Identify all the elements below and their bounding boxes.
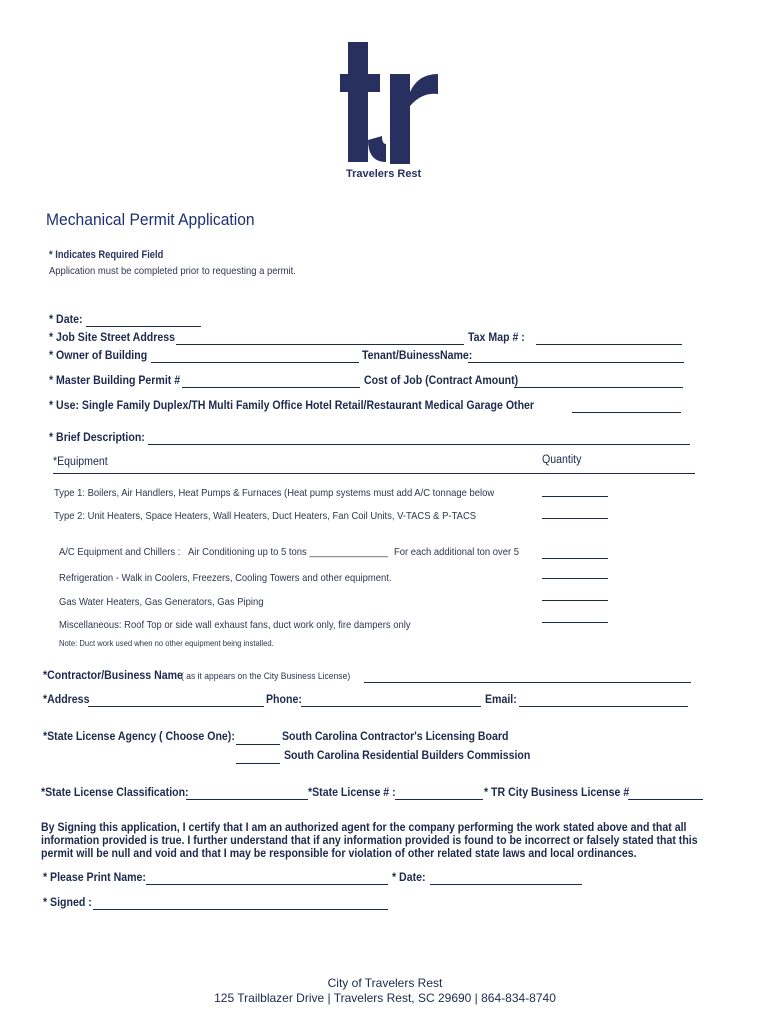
- print-name-field[interactable]: [146, 884, 388, 885]
- owner-field[interactable]: [151, 362, 359, 363]
- address-field[interactable]: [88, 706, 264, 707]
- gas-label: Gas Water Heaters, Gas Generators, Gas Piping: [59, 596, 264, 608]
- brief-description-label: * Brief Description:: [49, 432, 145, 444]
- board1-label: South Carolina Contractor's Licensing Board: [282, 731, 509, 743]
- ac-each-label: For each additional ton over 5: [394, 546, 520, 558]
- board1-checkbox[interactable]: [236, 744, 280, 745]
- type2-quantity[interactable]: [542, 518, 608, 519]
- misc-label: Miscellaneous: Roof Top or side wall exhaust fans, duct work only, fire dampers only: [59, 619, 411, 631]
- master-permit-field[interactable]: [182, 387, 360, 388]
- phone-label: Phone:: [266, 694, 302, 706]
- ac-label: A/C Equipment and Chillers :: [59, 546, 181, 558]
- classification-field[interactable]: [186, 799, 308, 800]
- misc-quantity[interactable]: [542, 622, 608, 623]
- master-permit-label: * Master Building Permit #: [49, 375, 181, 387]
- quantity-header: Quantity: [542, 454, 582, 466]
- gas-quantity[interactable]: [542, 600, 608, 601]
- type1-quantity[interactable]: [542, 496, 608, 497]
- license-no-field[interactable]: [395, 799, 483, 800]
- ac-quantity[interactable]: [542, 558, 608, 559]
- board2-checkbox[interactable]: [236, 763, 280, 764]
- signed-field[interactable]: [93, 909, 388, 910]
- logo-name: Travelers Rest: [346, 168, 422, 180]
- page-title: Mechanical Permit Application: [46, 210, 255, 229]
- equipment-header: *Equipment: [53, 456, 108, 468]
- cost-of-job-label: Cost of Job (Contract Amount): [364, 375, 519, 387]
- date-field[interactable]: [86, 326, 201, 327]
- tr-license-label: * TR City Business License #: [484, 787, 630, 799]
- cost-of-job-field[interactable]: [514, 387, 683, 388]
- ac-up-to-label: Air Conditioning up to 5 tons _______________: [188, 546, 389, 558]
- signed-label: * Signed :: [43, 897, 92, 909]
- required-note: * Indicates Required Field: [49, 249, 164, 261]
- refrigeration-label: Refrigeration - Walk in Coolers, Freezers, Cooling Towers and other equipment.: [59, 572, 392, 584]
- certification-line-2: information provided is true. I further understand that if any information provided is found to be incorrect or falsely stated that this: [41, 835, 698, 847]
- state-license-agency-label: *State License Agency ( Choose One):: [43, 731, 235, 743]
- owner-label: * Owner of Building: [49, 350, 148, 362]
- tax-map-field[interactable]: [536, 344, 682, 345]
- footer-city: City of Travelers Rest: [327, 976, 443, 990]
- print-name-label: * Please Print Name:: [43, 872, 146, 884]
- logo-tr-mark: [338, 40, 438, 170]
- brief-description-field[interactable]: [148, 444, 690, 445]
- footer-address: 125 Trailblazer Drive | Travelers Rest, SC 29690 | 864-834-8740: [214, 991, 556, 1005]
- type2-label: Type 2: Unit Heaters, Space Heaters, Wall Heaters, Duct Heaters, Fan Coil Units, V-TACS & P-TACS: [54, 510, 477, 522]
- business-name-label: *Contractor/Business Name: [43, 670, 183, 682]
- use-label: * Use: Single Family Duplex/TH Multi Family Office Hotel Retail/Restaurant Medical Garage Other: [49, 400, 535, 412]
- classification-label: *State License Classification:: [41, 787, 189, 799]
- license-no-label: *State License # :: [308, 787, 396, 799]
- date-label: * Date:: [49, 314, 83, 326]
- certification-line-3: permit will be null and void and that I may be responsible for violation of other related state laws and local ordinances.: [41, 848, 637, 860]
- email-label: Email:: [485, 694, 517, 706]
- email-field[interactable]: [519, 706, 688, 707]
- address-label: *Address: [43, 694, 90, 706]
- duct-note: Note: Duct work used when no other equipment being installed.: [59, 638, 274, 648]
- board2-label: South Carolina Residential Builders Commission: [284, 750, 531, 762]
- instruction-text: Application must be completed prior to requesting a permit.: [49, 265, 296, 277]
- phone-field[interactable]: [301, 706, 481, 707]
- use-other-field[interactable]: [572, 412, 681, 413]
- business-name-field[interactable]: [364, 682, 691, 683]
- business-name-note: ( as it appears on the City Business License): [181, 671, 351, 682]
- refrigeration-quantity[interactable]: [542, 578, 608, 579]
- equipment-divider: [53, 473, 695, 474]
- tax-map-label: Tax Map # :: [468, 332, 525, 344]
- signature-date-label: * Date:: [392, 872, 426, 884]
- tenant-field[interactable]: [468, 362, 684, 363]
- signature-date-field[interactable]: [430, 884, 582, 885]
- certification-line-1: By Signing this application, I certify that I am an authorized agent for the company performing the work stated above and that all: [41, 822, 687, 834]
- job-site-label: * Job Site Street Address: [49, 332, 176, 344]
- job-site-field[interactable]: [176, 344, 464, 345]
- type1-label: Type 1: Boilers, Air Handlers, Heat Pumps & Furnaces (Heat pump systems must add A/C tonnage below: [54, 487, 495, 499]
- tenant-label: Tenant/BuinessName:: [362, 350, 473, 362]
- tr-license-field[interactable]: [628, 799, 703, 800]
